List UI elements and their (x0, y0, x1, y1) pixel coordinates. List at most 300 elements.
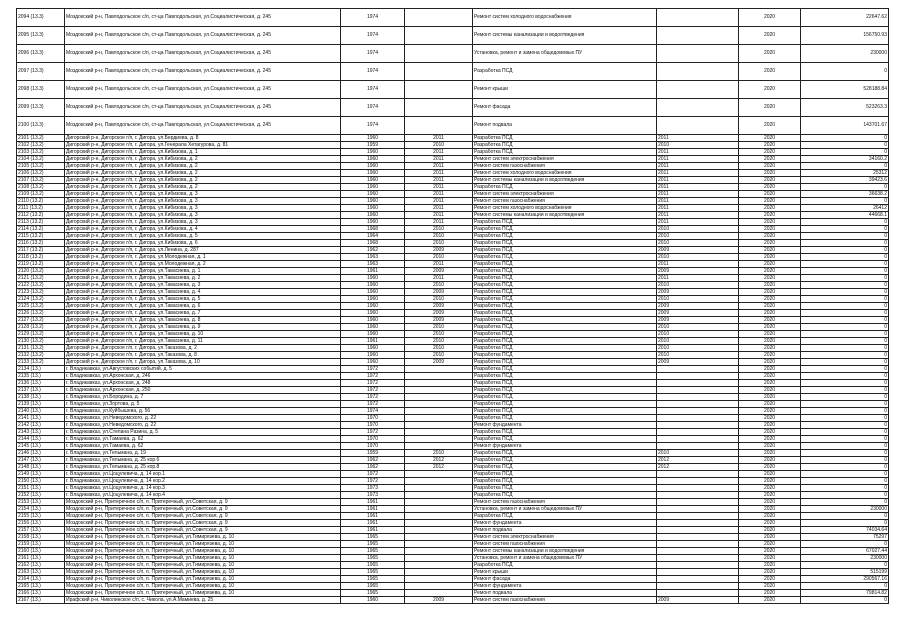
cell-cost: 0 (801, 331, 889, 338)
table-row (17, 352, 889, 359)
cell-year-built: 1960 (341, 163, 405, 170)
table-row (17, 282, 889, 289)
cell-year-built: 1974 (341, 9, 405, 27)
cell-cost: 0 (801, 254, 889, 261)
cell-address: Моздокский р-н, Притеречное с/п, п. Притеречный, ул.Тимирязева, д. 10 (65, 569, 341, 576)
cell-row-number: 2153 (13.) (17, 499, 65, 506)
cell-last-repair-year (405, 471, 473, 478)
cell-work-type: Разработка ПСД (473, 261, 657, 268)
table-row (17, 149, 889, 156)
cell-planned-year: 2020 (739, 471, 801, 478)
cell-cost: 0 (801, 541, 889, 548)
cell-address: Моздокский р-н, Притеречное с/п, п. Притеречный, ул.Тимирязева, д. 10 (65, 548, 341, 555)
cell-row-number: 2117 (13.2) (17, 247, 65, 254)
cell-cost: 0 (801, 443, 889, 450)
cell-repair-year (657, 513, 739, 520)
cell-row-number: 2163 (13.) (17, 569, 65, 576)
cell-row-number: 2122 (13.2) (17, 282, 65, 289)
cell-year-built: 1962 (341, 457, 405, 464)
table-row (17, 163, 889, 170)
table-row (17, 184, 889, 191)
cell-work-type: Установка, ремонт и замена общедомовых ПУ (473, 506, 657, 513)
cell-row-number: 2096 (13.3) (17, 45, 65, 63)
cell-repair-year (657, 492, 739, 499)
cell-address: г. Владикавказ, ул.Архонская, д. 248 (65, 380, 341, 387)
cell-address: Дигорский р-н, Дигорское г/п, г. Дигора, ул.Молодежная, д. 2 (65, 261, 341, 268)
cell-planned-year: 2020 (739, 156, 801, 163)
table-body (17, 9, 889, 604)
cell-work-type: Разработка ПСД (473, 359, 657, 366)
cell-year-built: 1960 (341, 282, 405, 289)
cell-address: Дигорский р-н, Дигорское г/п, г. Дигора, ул.Кибизова, д. 3 (65, 198, 341, 205)
cell-last-repair-year: 2011 (405, 219, 473, 226)
cell-planned-year: 2020 (739, 317, 801, 324)
cell-row-number: 2157 (13.) (17, 527, 65, 534)
cell-last-repair-year: 2009 (405, 247, 473, 254)
cell-year-built: 1960 (341, 205, 405, 212)
cell-planned-year: 2020 (739, 562, 801, 569)
table-row (17, 170, 889, 177)
cell-planned-year: 2020 (739, 198, 801, 205)
cell-cost: 0 (801, 562, 889, 569)
cell-last-repair-year (405, 429, 473, 436)
cell-row-number: 2097 (13.3) (17, 63, 65, 81)
table-row (17, 219, 889, 226)
cell-work-type: Разработка ПСД (473, 303, 657, 310)
cell-repair-year (657, 422, 739, 429)
cell-work-type: Разработка ПСД (473, 317, 657, 324)
cell-repair-year (657, 478, 739, 485)
cell-repair-year: 2009 (657, 303, 739, 310)
cell-work-type: Ремонт подвала (473, 527, 657, 534)
cell-work-type: Разработка ПСД (473, 513, 657, 520)
cell-cost: 0 (801, 345, 889, 352)
table-row (17, 555, 889, 562)
cell-address: г. Владикавказ, ул.Цоцулевича, д. 14 кор.4 (65, 492, 341, 499)
cell-cost: 0 (801, 198, 889, 205)
cell-planned-year: 2020 (739, 233, 801, 240)
cell-work-type: Ремонт фасада (473, 576, 657, 583)
cell-planned-year: 2020 (739, 254, 801, 261)
cell-repair-year: 2011 (657, 191, 739, 198)
cell-year-built: 1970 (341, 443, 405, 450)
cell-cost: 0 (801, 387, 889, 394)
cell-cost: 22647.62 (801, 9, 889, 27)
cell-cost: 0 (801, 149, 889, 156)
cell-last-repair-year: 2009 (405, 310, 473, 317)
cell-year-built: 1960 (341, 296, 405, 303)
cell-row-number: 2155 (13.) (17, 513, 65, 520)
table-row (17, 324, 889, 331)
cell-repair-year: 2011 (657, 135, 739, 142)
cell-last-repair-year (405, 506, 473, 513)
cell-cost: 0 (801, 63, 889, 81)
cell-address: г. Владикавказ, ул.Тамаева, д. 62 (65, 443, 341, 450)
cell-last-repair-year: 2011 (405, 156, 473, 163)
cell-last-repair-year (405, 408, 473, 415)
cell-planned-year: 2020 (739, 520, 801, 527)
cell-year-built: 1965 (341, 583, 405, 590)
cell-repair-year: 2009 (657, 310, 739, 317)
table-row (17, 485, 889, 492)
cell-last-repair-year: 2011 (405, 205, 473, 212)
cell-work-type: Разработка ПСД (473, 415, 657, 422)
cell-work-type: Разработка ПСД (473, 331, 657, 338)
cell-row-number: 2130 (13.2) (17, 338, 65, 345)
cell-address: Ирафский р-н, Чиколинское с/п, с. Чикола, ул.А.Мамиева, д. 25 (65, 597, 341, 604)
cell-year-built: 1972 (341, 387, 405, 394)
cell-year-built: 1961 (341, 513, 405, 520)
cell-work-type: Разработка ПСД (473, 464, 657, 471)
cell-planned-year: 2020 (739, 492, 801, 499)
table-row (17, 212, 889, 219)
table-row (17, 492, 889, 499)
table-row (17, 142, 889, 149)
cell-work-type: Разработка ПСД (473, 485, 657, 492)
cell-last-repair-year (405, 436, 473, 443)
cell-planned-year: 2020 (739, 464, 801, 471)
cell-row-number: 2100 (13.3) (17, 117, 65, 135)
cell-address: Дигорский р-н, Дигорское г/п, г. Дигора, ул.Кибизова, д. 3 (65, 191, 341, 198)
cell-cost: 36638.2 (801, 191, 889, 198)
cell-address: г. Владикавказ, ул.Неведомского, д. 22 (65, 422, 341, 429)
cell-repair-year: 2009 (657, 597, 739, 604)
cell-work-type: Разработка ПСД (473, 135, 657, 142)
cell-cost: 0 (801, 450, 889, 457)
table-row (17, 247, 889, 254)
cell-last-repair-year: 2010 (405, 254, 473, 261)
cell-planned-year: 2020 (739, 541, 801, 548)
cell-work-type: Разработка ПСД (473, 63, 657, 81)
cell-cost: 0 (801, 429, 889, 436)
cell-address: Дигорский р-н, Дигорское г/п, г. Дигора, ул.Тавасиева, д. 11 (65, 338, 341, 345)
cell-planned-year: 2020 (739, 289, 801, 296)
cell-address: Дигорский р-н, Дигорское г/п, г. Дигора, ул.Тавасиева, д. 9 (65, 324, 341, 331)
table-row (17, 548, 889, 555)
cell-work-type: Разработка ПСД (473, 471, 657, 478)
table-row (17, 198, 889, 205)
cell-address: Дигорский р-н, Дигорское г/п, г. Дигора, ул.Кибизова, д. 2 (65, 156, 341, 163)
cell-last-repair-year: 2010 (405, 240, 473, 247)
cell-repair-year (657, 499, 739, 506)
cell-repair-year: 2010 (657, 296, 739, 303)
cell-work-type: Разработка ПСД (473, 429, 657, 436)
cell-repair-year: 2010 (657, 226, 739, 233)
cell-row-number: 2149 (13.) (17, 471, 65, 478)
cell-address: Дигорский р-н, Дигорское г/п, г. Дигора, ул.Таказова, д. 8 (65, 352, 341, 359)
cell-year-built: 1972 (341, 471, 405, 478)
cell-row-number: 2161 (13.) (17, 555, 65, 562)
cell-work-type: Разработка ПСД (473, 562, 657, 569)
cell-repair-year (657, 27, 739, 45)
cell-last-repair-year (405, 373, 473, 380)
cell-repair-year: 2010 (657, 352, 739, 359)
cell-planned-year: 2020 (739, 380, 801, 387)
table-row (17, 583, 889, 590)
cell-last-repair-year: 2009 (405, 317, 473, 324)
cell-address: Дигорский р-н, Дигорское г/п, г. Дигора, ул.Таказова, д. 2 (65, 345, 341, 352)
cell-row-number: 2099 (13.3) (17, 99, 65, 117)
cell-row-number: 2107 (13.2) (17, 177, 65, 184)
cell-year-built: 1960 (341, 275, 405, 282)
cell-address: г. Владикавказ, ул.Цоцулевича, д. 14 кор.1 (65, 471, 341, 478)
cell-last-repair-year (405, 387, 473, 394)
cell-work-type: Разработка ПСД (473, 408, 657, 415)
cell-year-built: 1960 (341, 331, 405, 338)
cell-last-repair-year: 2010 (405, 450, 473, 457)
cell-year-built: 1962 (341, 464, 405, 471)
cell-row-number: 2108 (13.2) (17, 184, 65, 191)
cell-last-repair-year (405, 401, 473, 408)
cell-repair-year (657, 45, 739, 63)
cell-repair-year (657, 366, 739, 373)
cell-last-repair-year (405, 415, 473, 422)
cell-repair-year: 2010 (657, 324, 739, 331)
table-row (17, 527, 889, 534)
cell-last-repair-year: 2009 (405, 359, 473, 366)
table-row (17, 408, 889, 415)
cell-cost: 0 (801, 317, 889, 324)
cell-last-repair-year (405, 520, 473, 527)
cell-year-built: 1960 (341, 324, 405, 331)
cell-planned-year: 2020 (739, 359, 801, 366)
cell-year-built: 1960 (341, 156, 405, 163)
cell-cost: 0 (801, 289, 889, 296)
cell-repair-year (657, 81, 739, 99)
cell-address: Дигорский р-н, Дигорское г/п, г. Дигора, ул.Кибизова, д. 2 (65, 184, 341, 191)
cell-last-repair-year: 2011 (405, 198, 473, 205)
cell-cost: 528188.84 (801, 81, 889, 99)
table-row (17, 387, 889, 394)
cell-row-number: 2129 (13.2) (17, 331, 65, 338)
cell-last-repair-year: 2011 (405, 135, 473, 142)
cell-row-number: 2140 (13.) (17, 408, 65, 415)
table-row (17, 226, 889, 233)
cell-repair-year: 2011 (657, 156, 739, 163)
cell-row-number: 2134 (13.) (17, 366, 65, 373)
cell-address: Моздокский р-н, Павлодольское с/п, ст-ца Павлодольская, ул.Социалистическая, д. 245 (65, 63, 341, 81)
cell-last-repair-year: 2011 (405, 275, 473, 282)
table-row (17, 117, 889, 135)
cell-planned-year: 2020 (739, 436, 801, 443)
table-row (17, 520, 889, 527)
cell-year-built: 1961 (341, 527, 405, 534)
table-row (17, 499, 889, 506)
cell-repair-year: 2012 (657, 464, 739, 471)
cell-row-number: 2123 (13.2) (17, 289, 65, 296)
cell-planned-year: 2020 (739, 163, 801, 170)
cell-row-number: 2126 (13.2) (17, 310, 65, 317)
cell-cost: 0 (801, 247, 889, 254)
cell-row-number: 2125 (13.2) (17, 303, 65, 310)
cell-planned-year: 2020 (739, 485, 801, 492)
cell-repair-year: 2010 (657, 233, 739, 240)
cell-address: г. Владикавказ, ул.Куйбышева, д. 56 (65, 408, 341, 415)
cell-work-type: Ремонт фундамента (473, 520, 657, 527)
cell-repair-year (657, 562, 739, 569)
cell-cost: 0 (801, 408, 889, 415)
cell-work-type: Ремонт фундамента (473, 583, 657, 590)
cell-row-number: 2144 (13.) (17, 436, 65, 443)
cell-row-number: 2164 (13.) (17, 576, 65, 583)
cell-repair-year: 2010 (657, 331, 739, 338)
table-row (17, 541, 889, 548)
cell-last-repair-year: 2010 (405, 282, 473, 289)
cell-work-type: Разработка ПСД (473, 247, 657, 254)
table-row (17, 380, 889, 387)
cell-planned-year: 2020 (739, 576, 801, 583)
cell-planned-year: 2020 (739, 177, 801, 184)
cell-address: Моздокский р-н, Притеречное с/п, п. Притеречный, ул.Тимирязева, д. 10 (65, 583, 341, 590)
cell-address: Дигорский р-н, Дигорское г/п, г. Дигора, ул.Тавасиева, д. 2 (65, 275, 341, 282)
cell-repair-year: 2011 (657, 170, 739, 177)
cell-row-number: 2111 (13.2) (17, 205, 65, 212)
cell-repair-year: 2010 (657, 338, 739, 345)
cell-cost: 67027.44 (801, 548, 889, 555)
cell-repair-year: 2011 (657, 261, 739, 268)
cell-year-built: 1970 (341, 436, 405, 443)
cell-cost: 25312 (801, 170, 889, 177)
cell-planned-year: 2020 (739, 422, 801, 429)
cell-year-built: 1965 (341, 562, 405, 569)
cell-work-type: Ремонт систем газоснабжения (473, 499, 657, 506)
cell-last-repair-year: 2010 (405, 345, 473, 352)
cell-row-number: 2167 (13.) (17, 597, 65, 604)
cell-address: г. Владикавказ, ул.Архонская, д. 246 (65, 373, 341, 380)
table-row (17, 261, 889, 268)
cell-address: Моздокский р-н, Павлодольское с/п, ст-ца Павлодольская, ул.Социалистическая, д. 245 (65, 9, 341, 27)
cell-planned-year: 2020 (739, 450, 801, 457)
cell-repair-year (657, 380, 739, 387)
cell-year-built: 1965 (341, 569, 405, 576)
cell-repair-year (657, 541, 739, 548)
cell-last-repair-year: 2011 (405, 191, 473, 198)
cell-year-built: 1960 (341, 303, 405, 310)
cell-last-repair-year (405, 485, 473, 492)
cell-planned-year: 2020 (739, 415, 801, 422)
cell-last-repair-year (405, 9, 473, 27)
cell-work-type: Разработка ПСД (473, 254, 657, 261)
cell-last-repair-year: 2009 (405, 268, 473, 275)
cell-row-number: 2137 (13.) (17, 387, 65, 394)
cell-address: г. Владикавказ, ул.Архонская, д. 250 (65, 387, 341, 394)
cell-year-built: 1962 (341, 247, 405, 254)
cell-cost: 523263.3 (801, 99, 889, 117)
table-row (17, 373, 889, 380)
cell-address: Моздокский р-н, Павлодольское с/п, ст-ца Павлодольская, ул.Социалистическая, д. 245 (65, 27, 341, 45)
cell-last-repair-year (405, 380, 473, 387)
cell-address: Дигорский р-н, Дигорское г/п, г. Дигора, ул.Ленина, д. 287 (65, 247, 341, 254)
table-row (17, 81, 889, 99)
cell-row-number: 2132 (13.2) (17, 352, 65, 359)
cell-repair-year (657, 569, 739, 576)
cell-last-repair-year (405, 569, 473, 576)
cell-row-number: 2098 (13.3) (17, 81, 65, 99)
table-row (17, 534, 889, 541)
cell-work-type: Ремонт крыши (473, 81, 657, 99)
table-row (17, 443, 889, 450)
cell-planned-year: 2020 (739, 408, 801, 415)
cell-year-built: 1961 (341, 268, 405, 275)
cell-row-number: 2120 (13.2) (17, 268, 65, 275)
cell-planned-year: 2020 (739, 443, 801, 450)
cell-work-type: Разработка ПСД (473, 338, 657, 345)
cell-repair-year: 2011 (657, 219, 739, 226)
cell-year-built: 1960 (341, 352, 405, 359)
cell-work-type: Разработка ПСД (473, 401, 657, 408)
cell-repair-year: 2011 (657, 184, 739, 191)
cell-planned-year: 2020 (739, 338, 801, 345)
cell-cost: 0 (801, 436, 889, 443)
cell-work-type: Ремонт систем холодного водоснабжения (473, 170, 657, 177)
cell-last-repair-year: 2011 (405, 170, 473, 177)
cell-last-repair-year: 2010 (405, 352, 473, 359)
cell-year-built: 1960 (341, 177, 405, 184)
cell-year-built: 1961 (341, 499, 405, 506)
cell-planned-year: 2020 (739, 310, 801, 317)
cell-year-built: 1960 (341, 597, 405, 604)
cell-address: Дигорский р-н, Дигорское г/п, г. Дигора, ул.Кибизова, д. 5 (65, 233, 341, 240)
cell-address: Дигорский р-н, Дигорское г/п, г. Дигора, ул.Тавасиева, д. 10 (65, 331, 341, 338)
cell-repair-year (657, 394, 739, 401)
cell-repair-year (657, 583, 739, 590)
cell-address: г. Владикавказ, ул.Тамаева, д. 62 (65, 436, 341, 443)
table-row (17, 513, 889, 520)
cell-work-type: Ремонт систем электроснабжения (473, 156, 657, 163)
cell-year-built: 1960 (341, 317, 405, 324)
cell-work-type: Разработка ПСД (473, 457, 657, 464)
cell-work-type: Разработка ПСД (473, 366, 657, 373)
cell-year-built: 1960 (341, 170, 405, 177)
cell-work-type: Ремонт систем электроснабжения (473, 534, 657, 541)
cell-address: Дигорский р-н, Дигорское г/п, г. Дигора, ул.Таказова, д. 10 (65, 359, 341, 366)
cell-cost: 0 (801, 135, 889, 142)
table-row (17, 45, 889, 63)
cell-address: Дигорский р-н, Дигорское г/п, г. Дигора, ул.Тавасиева, д. 6 (65, 303, 341, 310)
cell-address: Дигорский р-н, Дигорское г/п, г. Дигора, ул.Кибизова, д. 2 (65, 177, 341, 184)
cell-planned-year: 2020 (739, 457, 801, 464)
cell-cost: 0 (801, 226, 889, 233)
cell-last-repair-year: 2011 (405, 261, 473, 268)
cell-address: Дигорский р-н, Дигорское г/п, г. Дигора, ул.Кибизова, д. 3 (65, 212, 341, 219)
table-row (17, 296, 889, 303)
cell-work-type: Разработка ПСД (473, 394, 657, 401)
cell-repair-year: 2010 (657, 254, 739, 261)
cell-repair-year: 2011 (657, 205, 739, 212)
cell-cost: 230000 (801, 555, 889, 562)
cell-cost: 0 (801, 233, 889, 240)
cell-repair-year: 2011 (657, 212, 739, 219)
cell-year-built: 1960 (341, 310, 405, 317)
table-row (17, 310, 889, 317)
cell-cost: 39423.6 (801, 177, 889, 184)
cell-year-built: 1974 (341, 99, 405, 117)
table-row (17, 436, 889, 443)
cell-repair-year (657, 9, 739, 27)
cell-cost: 0 (801, 492, 889, 499)
cell-work-type: Разработка ПСД (473, 226, 657, 233)
cell-last-repair-year (405, 590, 473, 597)
cell-row-number: 2147 (13.) (17, 457, 65, 464)
cell-cost: 0 (801, 401, 889, 408)
cell-address: Дигорский р-н, Дигорское г/п, г. Дигора, ул.Тавасиева, д. 7 (65, 310, 341, 317)
cell-year-built: 1960 (341, 345, 405, 352)
cell-address: Дигорский р-н, Дигорское г/п, г. Дигора, ул.Кибизова, д. 6 (65, 240, 341, 247)
register-sheet (16, 8, 888, 604)
cell-work-type: Установка, ремонт и замена общедомовых ПУ (473, 45, 657, 63)
table-row (17, 275, 889, 282)
cell-last-repair-year (405, 513, 473, 520)
